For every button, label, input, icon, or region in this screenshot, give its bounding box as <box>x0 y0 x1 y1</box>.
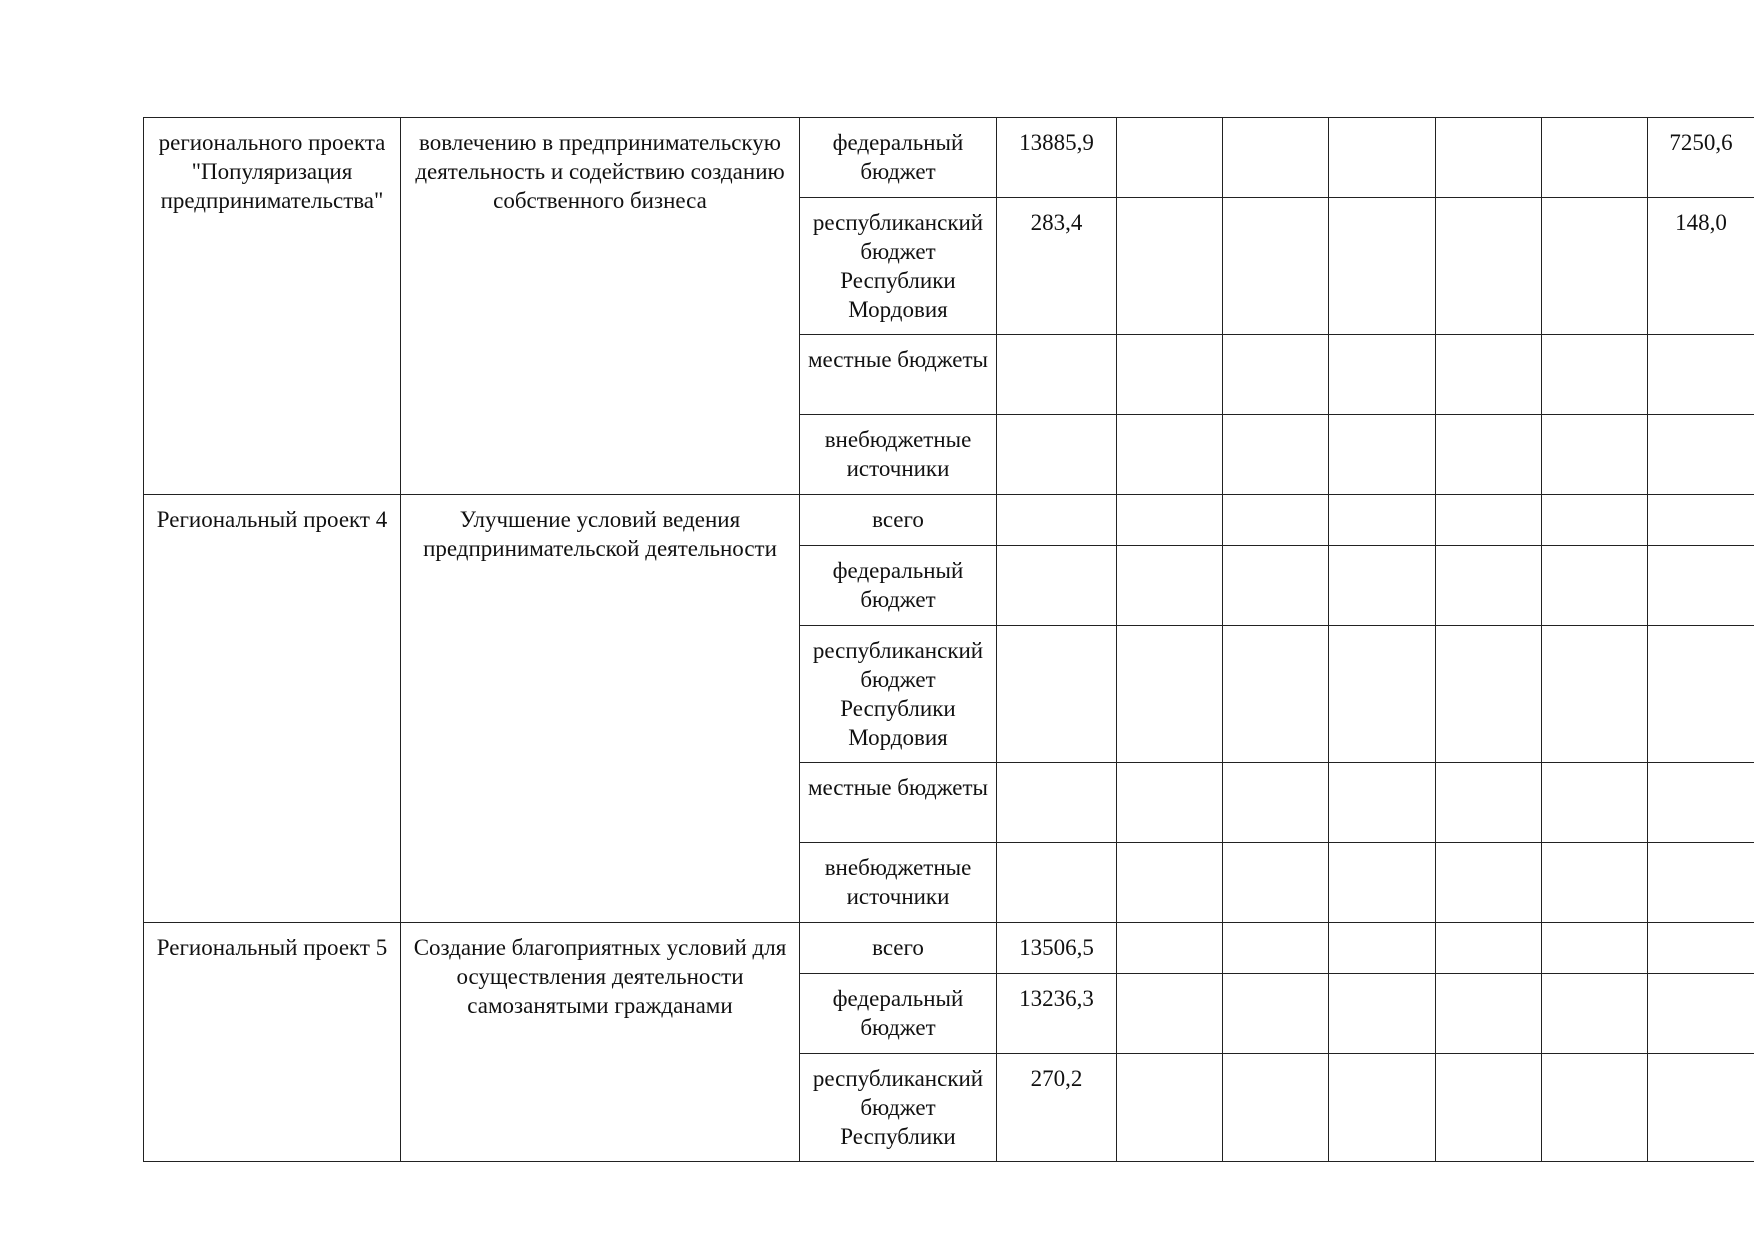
total-value-cell: 283,4 <box>997 198 1117 335</box>
empty-cell <box>1329 198 1436 335</box>
project-name-cell: регионального проекта "Популяризация предпринимательства" <box>144 118 401 495</box>
total-value-cell <box>997 843 1117 923</box>
total-value-cell <box>997 626 1117 763</box>
empty-cell <box>1117 843 1223 923</box>
empty-cell <box>1223 118 1329 198</box>
last-value-cell <box>1648 923 1754 974</box>
funding-source-cell: республиканский бюджет Республики <box>800 1054 997 1162</box>
last-value-cell <box>1648 495 1754 546</box>
funding-source-cell: федеральный бюджет <box>800 118 997 198</box>
last-value-cell <box>1648 843 1754 923</box>
empty-cell <box>1329 626 1436 763</box>
empty-cell <box>1117 415 1223 495</box>
last-value-cell <box>1648 626 1754 763</box>
empty-cell <box>1117 198 1223 335</box>
empty-cell <box>1436 923 1542 974</box>
last-value-cell <box>1648 974 1754 1054</box>
empty-cell <box>1436 974 1542 1054</box>
empty-cell <box>1329 415 1436 495</box>
project-description-cell: Создание благоприятных условий для осуществления деятельности самозанятыми гражданами <box>401 923 800 1162</box>
empty-cell <box>1436 198 1542 335</box>
table-row <box>144 118 1754 198</box>
empty-cell <box>1117 1054 1223 1162</box>
empty-cell <box>1117 626 1223 763</box>
total-value-cell <box>997 335 1117 415</box>
empty-cell <box>1117 974 1223 1054</box>
empty-cell <box>1436 335 1542 415</box>
project-name-cell: Региональный проект 5 <box>144 923 401 1162</box>
funding-source-cell: внебюджетные источники <box>800 415 997 495</box>
empty-cell <box>1329 923 1436 974</box>
total-value-cell <box>997 415 1117 495</box>
project-description-cell: Улучшение условий ведения предпринимательской деятельности <box>401 495 800 923</box>
empty-cell <box>1542 198 1648 335</box>
empty-cell <box>1329 1054 1436 1162</box>
empty-cell <box>1542 335 1648 415</box>
empty-cell <box>1436 415 1542 495</box>
empty-cell <box>1117 118 1223 198</box>
empty-cell <box>1436 1054 1542 1162</box>
empty-cell <box>1542 415 1648 495</box>
empty-cell <box>1542 763 1648 843</box>
empty-cell <box>1223 415 1329 495</box>
project-name-cell: Региональный проект 4 <box>144 495 401 923</box>
last-value-cell <box>1648 763 1754 843</box>
empty-cell <box>1117 495 1223 546</box>
last-value-cell <box>1648 415 1754 495</box>
empty-cell <box>1329 495 1436 546</box>
empty-cell <box>1542 974 1648 1054</box>
total-value-cell: 13506,5 <box>997 923 1117 974</box>
empty-cell <box>1223 763 1329 843</box>
table-row <box>144 495 1754 546</box>
empty-cell <box>1223 923 1329 974</box>
total-value-cell <box>997 495 1117 546</box>
empty-cell <box>1436 118 1542 198</box>
empty-cell <box>1117 335 1223 415</box>
funding-source-cell: республиканский бюджет Республики Мордовия <box>800 198 997 335</box>
table-row <box>144 923 1754 974</box>
empty-cell <box>1117 923 1223 974</box>
empty-cell <box>1542 546 1648 626</box>
last-value-cell <box>1648 335 1754 415</box>
total-value-cell: 13236,3 <box>997 974 1117 1054</box>
empty-cell <box>1329 335 1436 415</box>
empty-cell <box>1117 763 1223 843</box>
empty-cell <box>1436 546 1542 626</box>
empty-cell <box>1436 626 1542 763</box>
empty-cell <box>1436 843 1542 923</box>
funding-source-cell: местные бюджеты <box>800 335 997 415</box>
empty-cell <box>1329 843 1436 923</box>
total-value-cell: 13885,9 <box>997 118 1117 198</box>
empty-cell <box>1117 546 1223 626</box>
empty-cell <box>1223 495 1329 546</box>
empty-cell <box>1436 495 1542 546</box>
empty-cell <box>1542 626 1648 763</box>
empty-cell <box>1223 198 1329 335</box>
total-value-cell <box>997 763 1117 843</box>
empty-cell <box>1223 843 1329 923</box>
empty-cell <box>1223 1054 1329 1162</box>
empty-cell <box>1542 118 1648 198</box>
funding-source-cell: федеральный бюджет <box>800 546 997 626</box>
funding-source-cell: внебюджетные источники <box>800 843 997 923</box>
funding-source-cell: федеральный бюджет <box>800 974 997 1054</box>
project-description-cell: вовлечению в предпринимательскую деятельность и содействию созданию собственного бизнеса <box>401 118 800 495</box>
funding-source-cell: республиканский бюджет Республики Мордовия <box>800 626 997 763</box>
funding-source-cell: всего <box>800 495 997 546</box>
empty-cell <box>1223 626 1329 763</box>
last-value-cell <box>1648 1054 1754 1162</box>
empty-cell <box>1436 763 1542 843</box>
last-value-cell: 7250,6 <box>1648 118 1754 198</box>
last-value-cell <box>1648 546 1754 626</box>
last-value-cell: 148,0 <box>1648 198 1754 335</box>
empty-cell <box>1223 974 1329 1054</box>
empty-cell <box>1329 974 1436 1054</box>
empty-cell <box>1329 118 1436 198</box>
empty-cell <box>1542 495 1648 546</box>
empty-cell <box>1542 923 1648 974</box>
empty-cell <box>1223 546 1329 626</box>
empty-cell <box>1542 1054 1648 1162</box>
total-value-cell <box>997 546 1117 626</box>
empty-cell <box>1329 546 1436 626</box>
empty-cell <box>1542 843 1648 923</box>
total-value-cell: 270,2 <box>997 1054 1117 1162</box>
budget-table <box>143 117 1754 1162</box>
empty-cell <box>1223 335 1329 415</box>
empty-cell <box>1329 763 1436 843</box>
funding-source-cell: местные бюджеты <box>800 763 997 843</box>
funding-source-cell: всего <box>800 923 997 974</box>
